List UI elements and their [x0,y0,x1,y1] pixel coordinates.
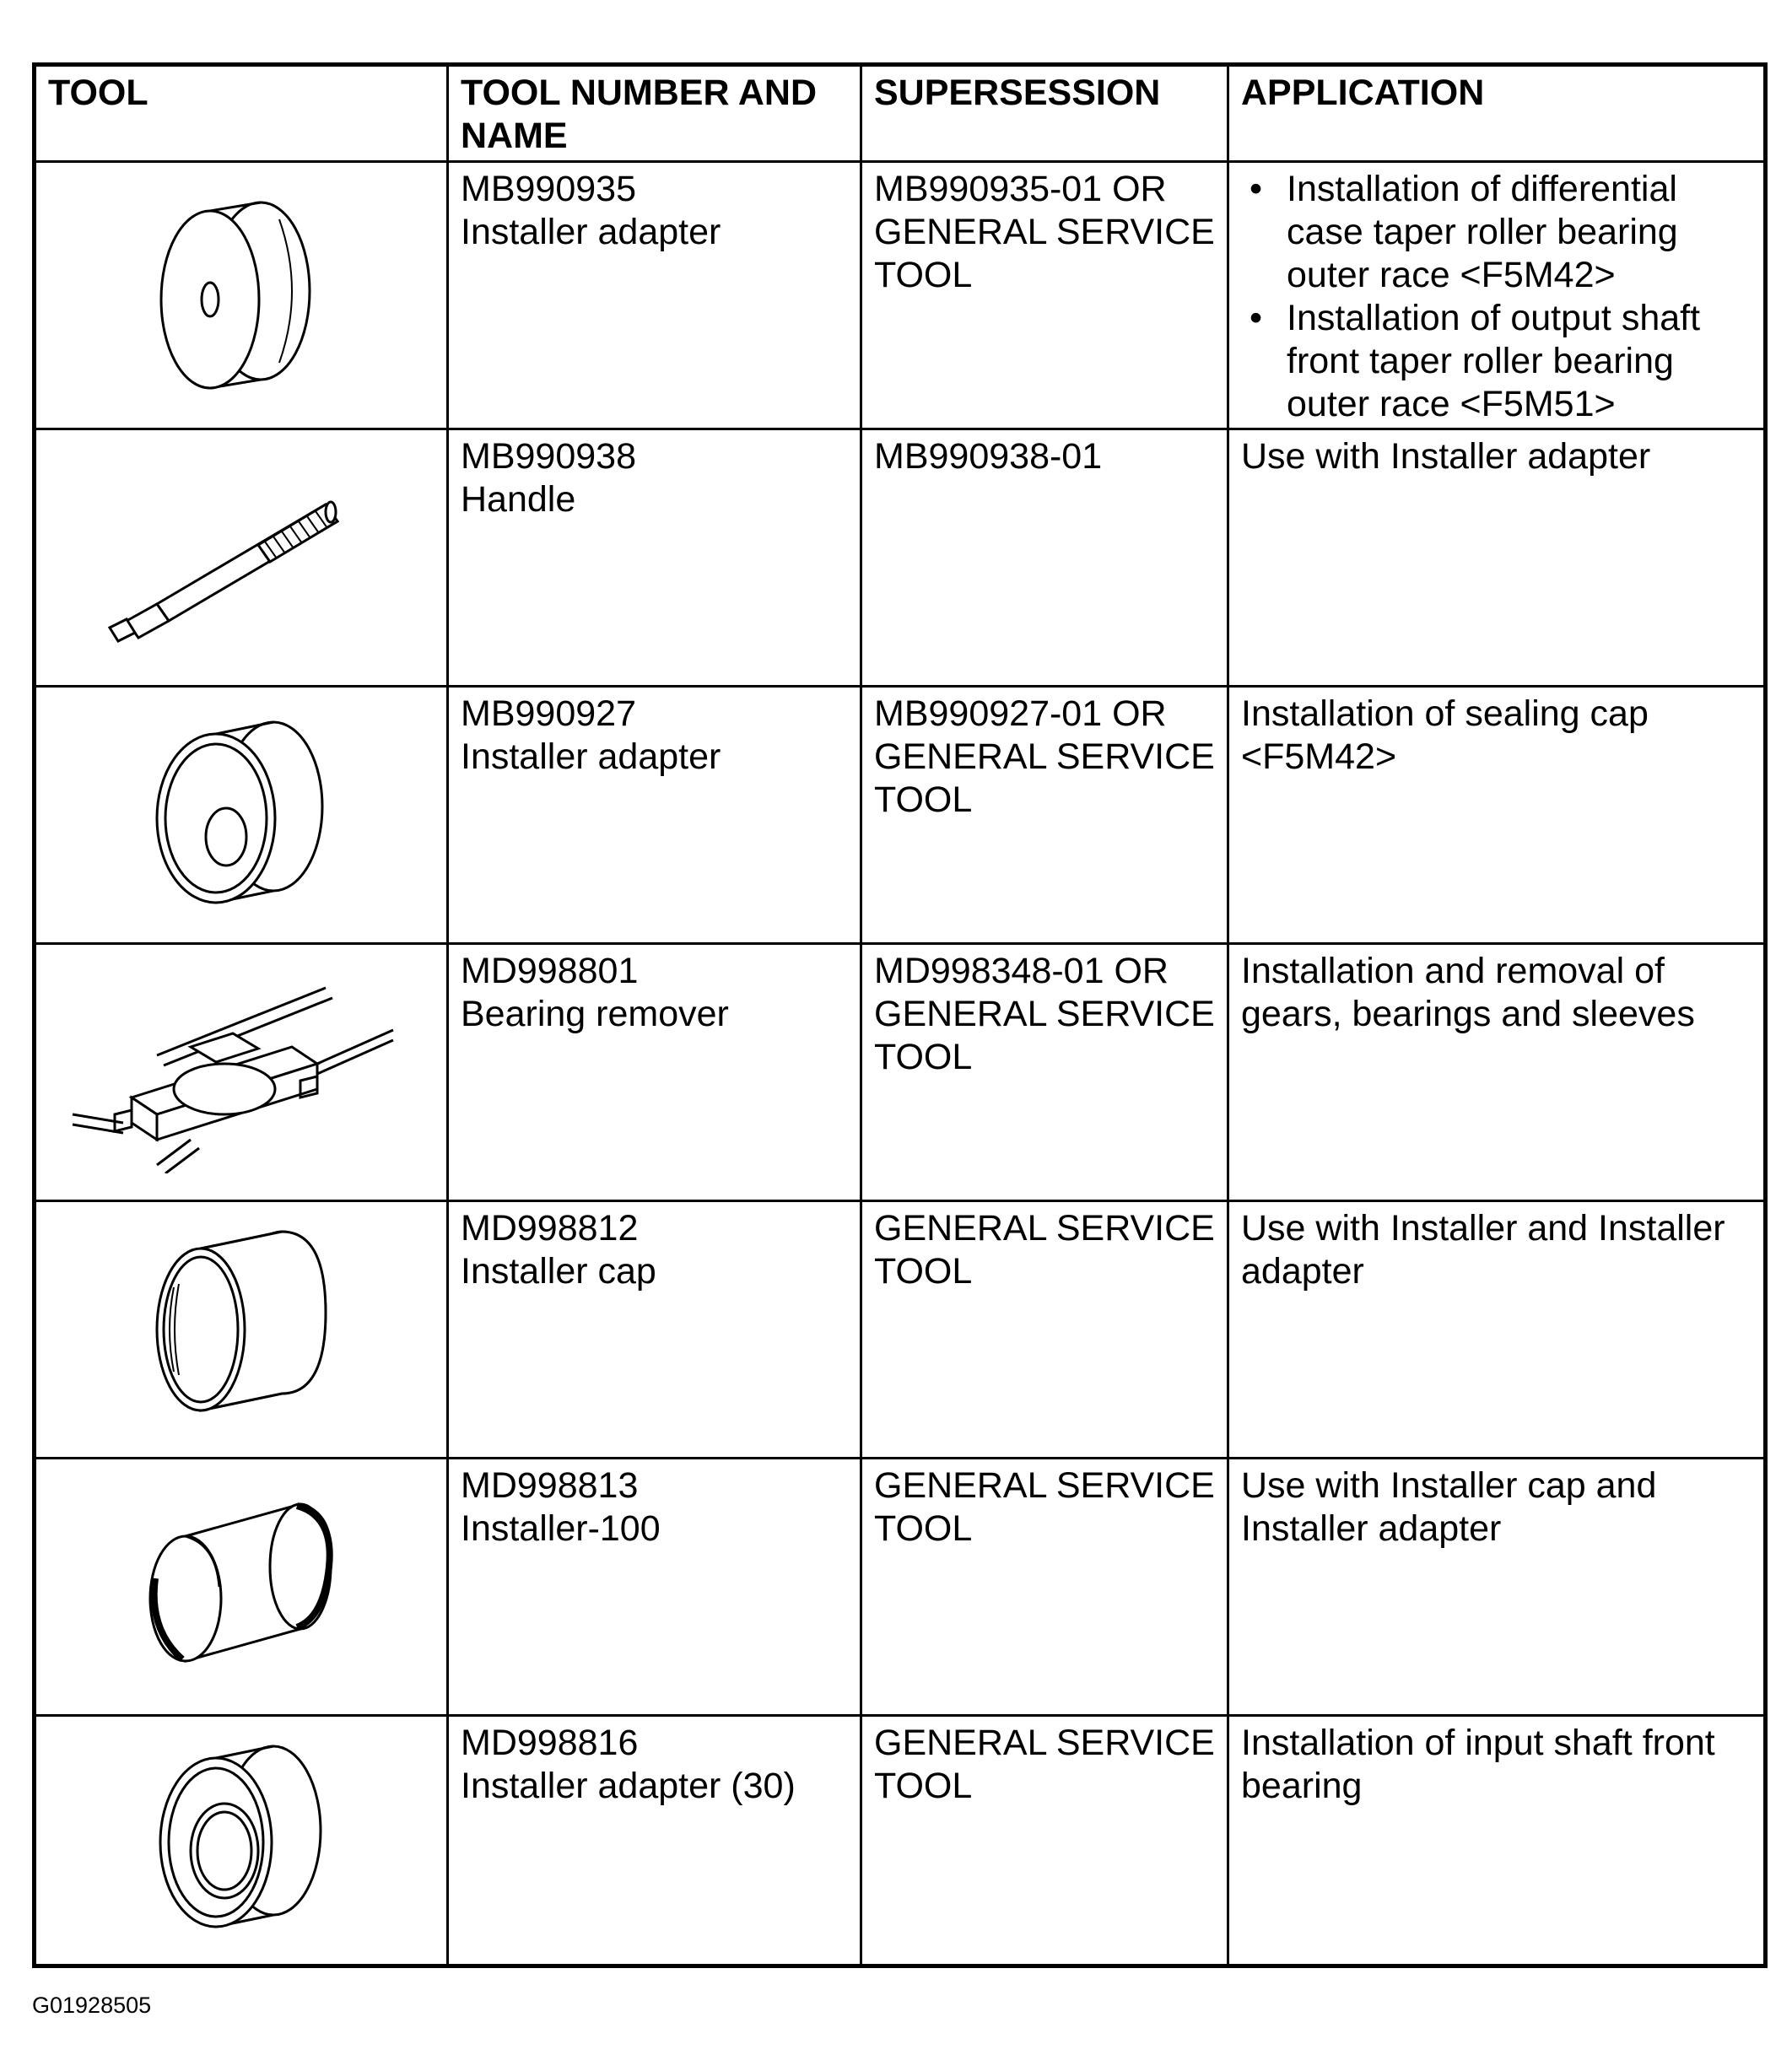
application-cell [1228,944,1766,1201]
special-tools-table [32,62,1768,1968]
header-tool: TOOL [35,65,448,162]
tool-name: Handle [461,479,576,520]
tool-number-and-name-cell [448,944,861,1201]
tool-number-and-name-cell [448,1459,861,1716]
application-text: Use with Installer adapter [1241,436,1651,477]
header-tool-number-and-name: TOOL NUMBER AND NAME [448,65,861,162]
table-row [35,687,1766,944]
supersession-cell [861,944,1228,1201]
application-list-item: • Installation of output shaft front taper roller bearing outer race <F5M51> [1287,297,1753,426]
supersession-line: GENERAL SERVICE [874,1723,1215,1763]
supersession-line: MB990927-01 OR [874,693,1167,734]
tool-number-and-name-cell [448,429,861,687]
installer-adapter-cup-icon [132,705,351,925]
header-supersession: SUPERSESSION [861,65,1228,162]
supersession-line: GENERAL SERVICE [874,212,1215,252]
application-list [1241,168,1753,426]
supersession-line: MB990935-01 OR [874,169,1167,209]
table-row [35,1716,1766,1966]
supersession-line: TOOL [874,1251,973,1292]
tool-number: MB990935 [461,169,636,209]
header-application: APPLICATION [1228,65,1766,162]
tool-image-cell [35,687,448,944]
tool-name: Installer adapter [461,212,721,252]
supersession-cell [861,1459,1228,1716]
tool-number-and-name-cell [448,1716,861,1966]
installer-adapter-disc-icon [136,186,347,405]
tool-number: MD998816 [461,1723,639,1763]
tool-image-cell [35,1716,448,1966]
supersession-line: TOOL [874,1508,973,1549]
tool-number: MB990927 [461,693,636,734]
bearing-remover-icon [64,971,418,1173]
figure-id: G01928505 [32,1993,152,2018]
table-row [35,429,1766,687]
tool-name: Installer adapter (30) [461,1766,796,1806]
supersession-cell [861,162,1228,429]
tool-number-and-name-cell [448,687,861,944]
supersession-cell [861,687,1228,944]
application-text: Installation of sealing cap <F5M42> [1241,693,1649,777]
application-cell [1228,162,1766,429]
application-cell [1228,1459,1766,1716]
supersession-line: TOOL [874,779,973,820]
table-row [35,162,1766,429]
application-text: Installation of input shaft front bearing [1241,1723,1715,1806]
application-cell [1228,687,1766,944]
tool-image-cell [35,1459,448,1716]
tool-name: Installer-100 [461,1508,661,1549]
tool-image-cell [35,429,448,687]
tool-image-cell [35,944,448,1201]
supersession-cell [861,1716,1228,1966]
application-text: Installation and removal of gears, bearings and sleeves [1241,951,1695,1034]
tool-number-and-name-cell [448,162,861,429]
installer-adapter-stepped-icon [132,1731,351,1950]
supersession-line: GENERAL SERVICE [874,736,1215,777]
supersession-line: TOOL [874,255,973,295]
installer-cylinder-icon [132,1486,351,1688]
supersession-line: GENERAL SERVICE [874,1208,1215,1249]
tool-image-cell [35,1201,448,1459]
tool-number-and-name-cell [448,1201,861,1459]
tool-number: MD998801 [461,951,639,991]
application-cell [1228,1201,1766,1459]
tool-number: MD998812 [461,1208,639,1249]
supersession-line: TOOL [874,1037,973,1077]
supersession-line: GENERAL SERVICE [874,994,1215,1034]
application-text: Use with Installer and Installer adapter [1241,1208,1725,1292]
tool-number: MD998813 [461,1465,639,1506]
supersession-cell [861,429,1228,687]
tool-image-cell [35,162,448,429]
table-row [35,944,1766,1201]
table-row [35,1201,1766,1459]
header-row [35,65,1766,162]
application-cell [1228,1716,1766,1966]
table-row [35,1459,1766,1716]
tool-name: Installer cap [461,1251,656,1292]
installer-cap-icon [132,1220,351,1439]
handle-rod-icon [73,461,410,655]
application-cell [1228,429,1766,687]
application-text: Use with Installer cap and Installer adapter [1241,1465,1657,1549]
supersession-cell [861,1201,1228,1459]
tool-name: Bearing remover [461,994,729,1034]
supersession-line: MD998348-01 OR [874,951,1169,991]
supersession-line: MB990938-01 [874,436,1103,477]
tool-number: MB990938 [461,436,636,477]
supersession-line: TOOL [874,1766,973,1806]
application-list-item: • Installation of differential case taper roller bearing outer race <F5M42> [1287,168,1753,297]
tool-name: Installer adapter [461,736,721,777]
supersession-line: GENERAL SERVICE [874,1465,1215,1506]
